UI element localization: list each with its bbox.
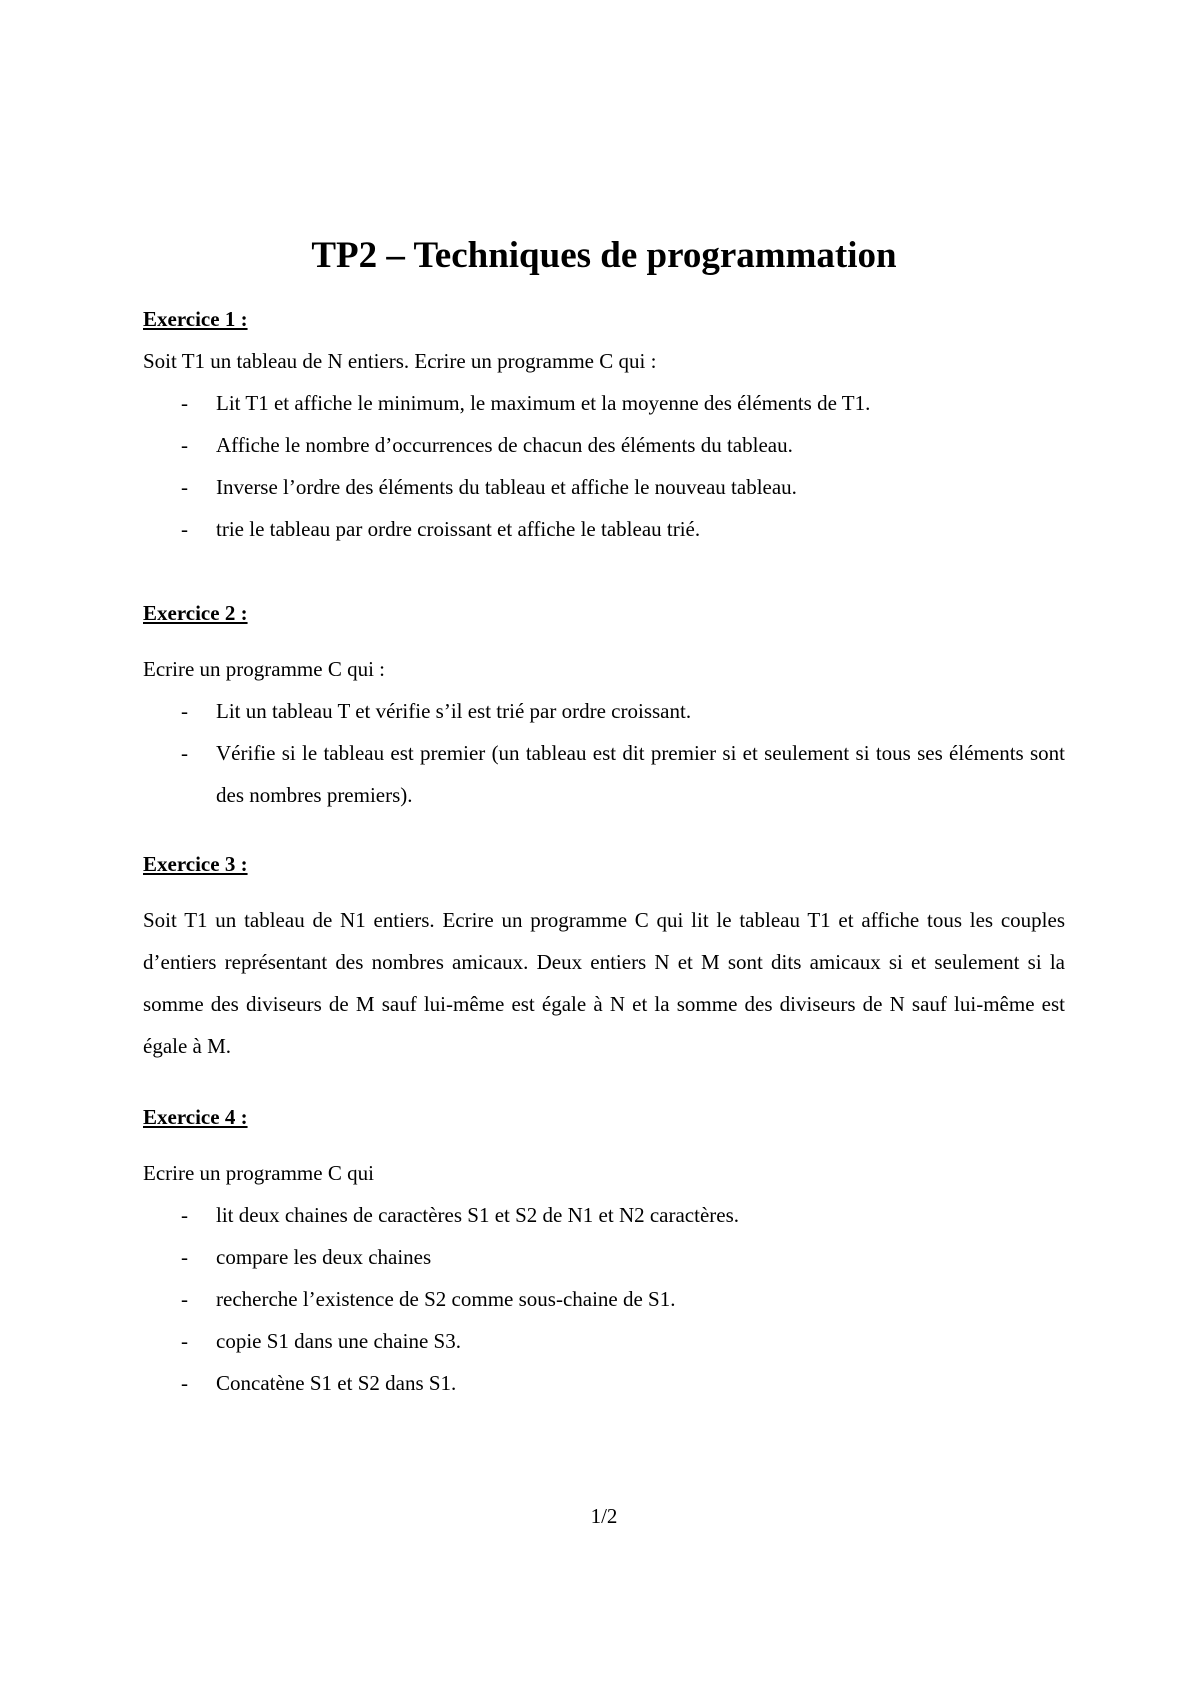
list-item bbox=[143, 424, 1065, 466]
list-dash: - bbox=[181, 1329, 188, 1353]
list-dash: - bbox=[181, 517, 188, 541]
list-item-text: trie le tableau par ordre croissant et affiche le tableau trié. bbox=[216, 517, 701, 541]
list-item bbox=[143, 1236, 1065, 1278]
list-item-text: lit deux chaines de caractères S1 et S2 de N1 et N2 caractères. bbox=[216, 1203, 740, 1227]
exercise-3-heading: Exercice 3 : bbox=[143, 852, 248, 876]
list-item-text: Lit T1 et affiche le minimum, le maximum et la moyenne des éléments de T1. bbox=[216, 391, 871, 415]
list-item bbox=[143, 732, 1065, 816]
list-item bbox=[143, 690, 1065, 732]
exercise-4-heading: Exercice 4 : bbox=[143, 1105, 248, 1129]
list-dash: - bbox=[181, 475, 188, 499]
list-dash: - bbox=[181, 699, 188, 723]
document-title: TP2 – Techniques de programmation bbox=[311, 235, 897, 276]
list-item bbox=[143, 466, 1065, 508]
list-dash: - bbox=[181, 391, 188, 415]
list-dash: - bbox=[181, 1203, 188, 1227]
exercise-2-list bbox=[143, 690, 1065, 816]
list-dash: - bbox=[181, 1245, 188, 1269]
list-item bbox=[143, 508, 1065, 550]
list-dash: - bbox=[181, 741, 188, 765]
list-item bbox=[143, 382, 1065, 424]
document-page bbox=[143, 0, 1065, 1698]
list-item-text: compare les deux chaines bbox=[216, 1245, 432, 1269]
list-dash: - bbox=[181, 433, 188, 457]
exercise-1-intro: Soit T1 un tableau de N entiers. Ecrire un programme C qui : bbox=[143, 349, 657, 373]
list-item-text: Concatène S1 et S2 dans S1. bbox=[216, 1371, 457, 1395]
list-item-text: Affiche le nombre d’occurrences de chacun des éléments du tableau. bbox=[216, 433, 793, 457]
page-number: 1/2 bbox=[590, 1504, 618, 1528]
exercise-1-heading: Exercice 1 : bbox=[143, 307, 248, 331]
list-item-text: recherche l’existence de S2 comme sous-chaine de S1. bbox=[216, 1287, 676, 1311]
list-dash: - bbox=[181, 1287, 188, 1311]
exercise-2-heading: Exercice 2 : bbox=[143, 601, 248, 625]
list-item-text: copie S1 dans une chaine S3. bbox=[216, 1329, 461, 1353]
exercise-1-list bbox=[143, 382, 1065, 550]
exercise-4-list bbox=[143, 1194, 1065, 1404]
list-item bbox=[143, 1194, 1065, 1236]
list-item bbox=[143, 1278, 1065, 1320]
list-item-text: Vérifie si le tableau est premier (un tableau est dit premier si et seulement si tous ses éléments sont des nombres premiers). bbox=[216, 741, 1065, 807]
list-item-text: Lit un tableau T et vérifie s’il est trié par ordre croissant. bbox=[216, 699, 692, 723]
list-item bbox=[143, 1362, 1065, 1404]
list-item bbox=[143, 1320, 1065, 1362]
exercise-3-text: Soit T1 un tableau de N1 entiers. Ecrire un programme C qui lit le tableau T1 et affiche tous les couples d’entiers représentant des nombres amicaux. Deux entiers N et M sont dits amicaux si et seulement si la somme des diviseurs de M sauf lui-même est égale à N et la somme des diviseurs de N sauf lui-même est égale à M. bbox=[143, 908, 1065, 1058]
exercise-4-intro: Ecrire un programme C qui bbox=[143, 1161, 374, 1185]
list-dash: - bbox=[181, 1371, 188, 1395]
list-item-text: Inverse l’ordre des éléments du tableau et affiche le nouveau tableau. bbox=[216, 475, 797, 499]
exercise-2-intro: Ecrire un programme C qui : bbox=[143, 657, 386, 681]
